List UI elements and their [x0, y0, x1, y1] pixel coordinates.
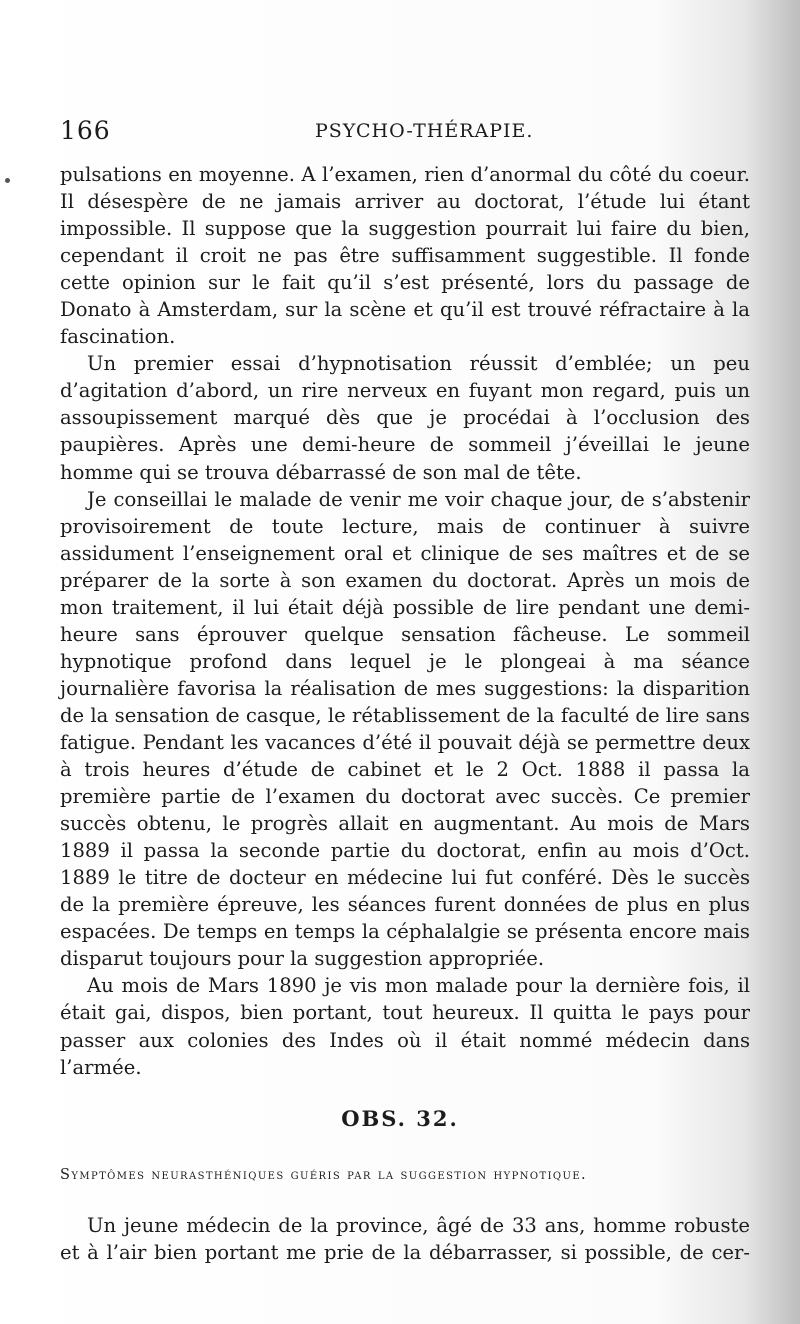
paragraph-1: pulsations en moyenne. A l’examen, rien d’anormal du côté du coeur. Il désespère de ne jamais arriver au doctorat, l’étude lui étant impossible. Il suppose que la suggestion pourrait lui faire du bien, cependant il croit ne pas être suffisamment suggestible. Il fonde cette opinion sur le fait qu’il s’est présenté, lors du passage de Donato à Amsterdam, sur la scène et qu’il est trouvé réfractaire à la fascination.	[60, 163, 750, 349]
margin-dot	[5, 178, 10, 183]
page-number: 166	[60, 116, 111, 145]
section-title: Symptômes neurasthéniques guéris par la suggestion hypnotique.	[60, 1167, 588, 1183]
paragraph-4: Au mois de Mars 1890 je vis mon malade pour la dernière fois, il était gai, dispos, bien portant, tout heureux. Il quitta le pays pour passer aux colonies des Indes où il était nommé médecin dans l’armée.	[60, 974, 750, 1079]
paragraph-5: Un jeune médecin de la province, âgé de 33 ans, homme robuste et à l’air bien portant me prie de la débarrasser, si possible, de cer-	[60, 1214, 750, 1265]
running-title: PSYCHO-THÉRAPIE.	[315, 120, 534, 142]
body-text	[60, 161, 750, 1081]
paragraph-2: Un premier essai d’hypnotisation réussit d’emblée; un peu d’agitation d’abord, un rire nerveux en fuyant mon regard, puis un assoupissement marqué dès que je procédai à l’occlusion des paupières. Après une demi-heure de sommeil j’éveillai le jeune homme qui se trouva débarrassé de son mal de tête.	[60, 352, 750, 484]
observation-heading: OBS. 32.	[341, 1106, 459, 1131]
running-head	[60, 116, 750, 146]
paragraph-3: Je conseillai le malade de venir me voir chaque jour, de s’abstenir provisoirement de toute lecture, mais de continuer à suivre assidument l’enseignement oral et clinique de ses maîtres et de se préparer de la sorte à son examen du doctorat. Après un mois de mon traitement, il lui était déjà possible de lire pendant une demi-heure sans éprouver quelque sensation fâcheuse. Le sommeil hypnotique profond dans lequel je le plongeai à ma séance journalière favorisa la réalisation de mes suggestions: la disparition de la sensation de casque, le rétablissement de la faculté de lire sans fatigue. Pendant les vacances d’été il pouvait déjà se permettre deux à trois heures d’étude de cabinet et le 2 Oct. 1888 il passa la première partie de l’examen du doctorat avec succès. Ce premier succès obtenu, le progrès allait en augmentant. Au mois de Mars 1889 il passa la seconde partie du doctorat, enfin au mois d’Oct. 1889 le titre de docteur en médecine lui fut conféré. Dès le succès de la première épreuve, les séances furent données de plus en plus espacées. De temps en temps la céphalalgie se présenta encore mais disparut toujours pour la suggestion appropriée.	[60, 487, 750, 971]
